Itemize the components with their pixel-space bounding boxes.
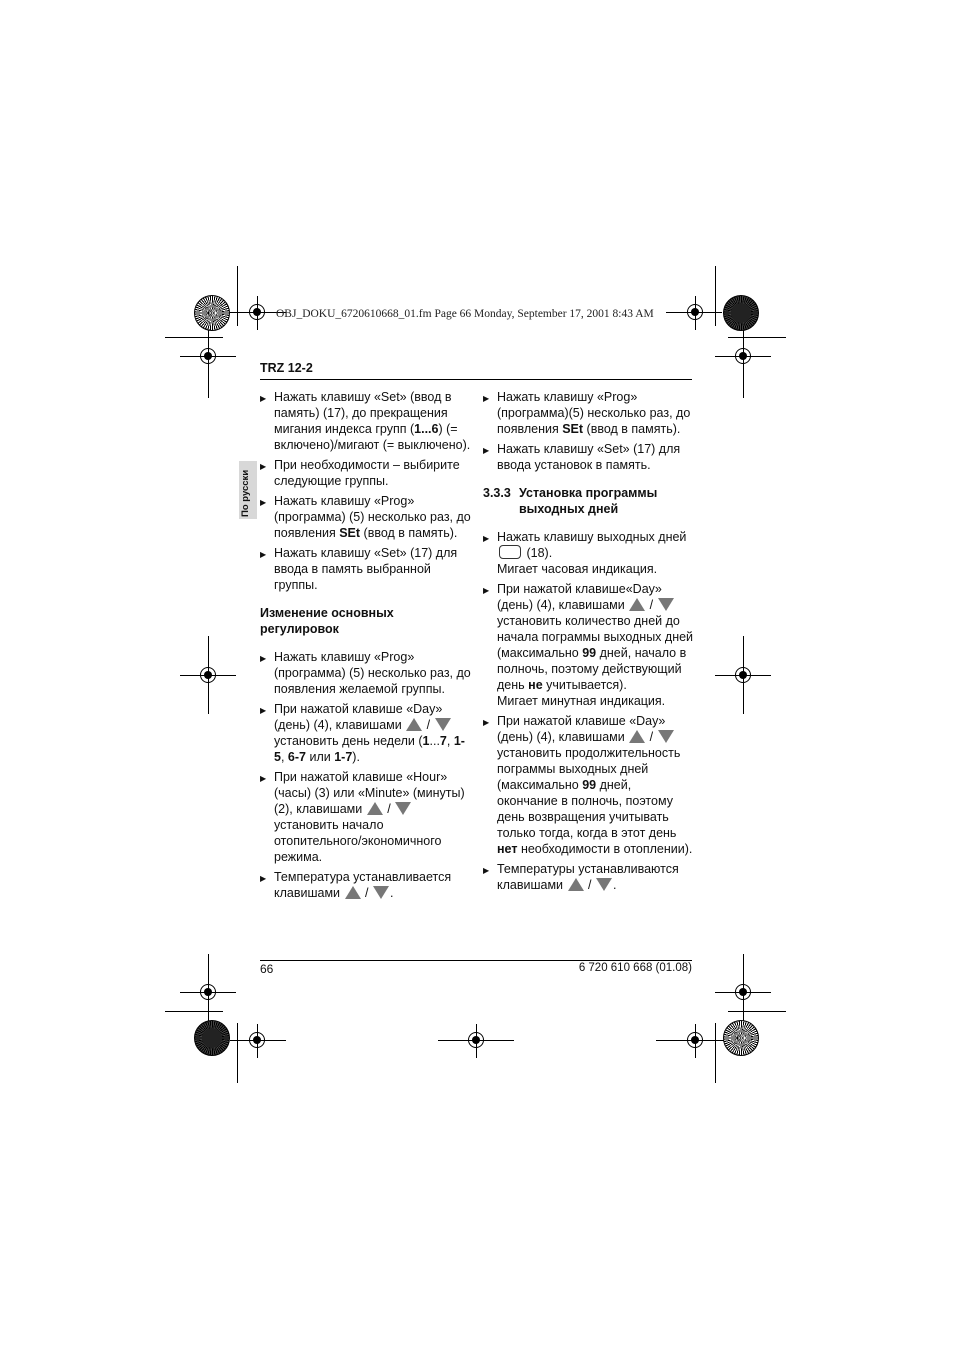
list-item: ▶ Температуры устанавливаются клавишами / . xyxy=(483,861,695,893)
list-item: ▶ Нажать клавишу «Set» (17) для ввода в память выбранной группы. xyxy=(260,545,472,593)
footer-rule xyxy=(260,960,692,961)
registration-target-icon xyxy=(687,304,703,320)
down-key-icon xyxy=(658,730,674,743)
language-tab xyxy=(239,461,257,519)
color-wheel-icon xyxy=(194,1020,230,1056)
registration-target-icon xyxy=(735,667,751,683)
crop-mark xyxy=(715,266,716,326)
color-wheel-icon xyxy=(723,1020,759,1056)
crop-mark xyxy=(165,337,223,338)
section-number: 3.3.3 xyxy=(483,486,511,500)
holiday-key-icon xyxy=(499,545,521,559)
crop-mark xyxy=(237,1023,238,1083)
up-key-icon xyxy=(345,886,361,899)
list-item: ▶ Нажать клавишу «Prog» (программа) (5) несколько раз, до появления SEt (ввод в память). xyxy=(260,493,472,541)
up-key-icon xyxy=(629,730,645,743)
down-key-icon xyxy=(658,598,674,611)
down-key-icon xyxy=(373,886,389,899)
registration-target-icon xyxy=(735,984,751,1000)
registration-target-icon xyxy=(200,667,216,683)
list-item: ▶ Нажать клавишу «Set» (17) для ввода установок в память. xyxy=(483,441,695,473)
up-key-icon xyxy=(367,802,383,815)
registration-target-icon xyxy=(200,984,216,1000)
page-title: TRZ 12-2 xyxy=(260,361,313,375)
list-item: ▶ При нажатой клавише«Day» (день) (4), клавишами / установить количество дней до начала пограммы выходных дней (максимально 99 дней, начало в полночь, поэтому действующий день не учитывается). Мигает минутная индикация. xyxy=(483,581,695,709)
list-item: ▶ При необходимости – выбирите следующие группы. xyxy=(260,457,472,489)
document-number: 6 720 610 668 (01.08) xyxy=(578,962,692,974)
list-item: ▶ При нажатой клавише «Day» (день) (4), клавишами / установить продолжительность пограммы выходных дней (максимально 99 дней, окончание в полночь, поэтому день возвращения учитывать только тогда, когда в этот день нет необходимости в отоплении). xyxy=(483,713,695,857)
registration-target-icon xyxy=(687,1032,703,1048)
list-item: ▶ При нажатой клавише «Hour» (часы) (3) или «Minute» (минуты) (2), клавишами / установить начало отопительного/экономичного режима. xyxy=(260,769,472,865)
crop-mark xyxy=(728,1011,786,1012)
crop-mark xyxy=(728,337,786,338)
color-wheel-icon xyxy=(723,295,759,331)
down-key-icon xyxy=(395,802,411,815)
crop-mark xyxy=(165,1011,223,1012)
list-item: ▶ При нажатой клавише «Day» (день) (4), клавишами / установить день недели (1...7, 1-5, 6-7 или 1-7). xyxy=(260,701,472,765)
list-item: ▶ Нажать клавишу «Prog» (программа) (5) несколько раз, до появления желаемой группы. xyxy=(260,649,472,697)
registration-target-icon xyxy=(249,304,265,320)
up-key-icon xyxy=(568,878,584,891)
crop-mark xyxy=(237,266,238,326)
registration-target-icon xyxy=(468,1032,484,1048)
down-key-icon xyxy=(596,878,612,891)
page-number: 66 xyxy=(260,962,274,976)
up-key-icon xyxy=(629,598,645,611)
list-item: ▶ Нажать клавишу «Prog» (программа)(5) несколько раз, до появления SEt (ввод в память). xyxy=(483,389,695,437)
color-wheel-icon xyxy=(194,295,230,331)
registration-target-icon xyxy=(249,1032,265,1048)
up-key-icon xyxy=(406,718,422,731)
list-item: ▶ Температура устанавливается клавишами / . xyxy=(260,869,472,901)
header-rule xyxy=(260,379,692,380)
language-tab-label: По русски xyxy=(240,469,251,517)
section-heading xyxy=(483,485,695,517)
down-key-icon xyxy=(435,718,451,731)
right-column xyxy=(483,389,695,897)
crop-mark xyxy=(715,1023,716,1083)
section-title: Установка программы выходных дней xyxy=(519,486,658,516)
print-slug: OBJ_DOKU_6720610668_01.fm Page 66 Monday, September 17, 2001 8:43 AM xyxy=(276,308,654,320)
section-heading: Изменение основных регулировок xyxy=(260,606,394,636)
list-item: ▶ Нажать клавишу выходных дней (18). Мигает часовая индикация. xyxy=(483,529,695,577)
registration-target-icon xyxy=(735,348,751,364)
left-column xyxy=(260,389,472,905)
registration-target-icon xyxy=(200,348,216,364)
list-item: ▶ Нажать клавишу «Set» (ввод в память) (17), до прекращения мигания индекса групп (1...6) (= включено)/мигают (= выключено). xyxy=(260,389,472,453)
